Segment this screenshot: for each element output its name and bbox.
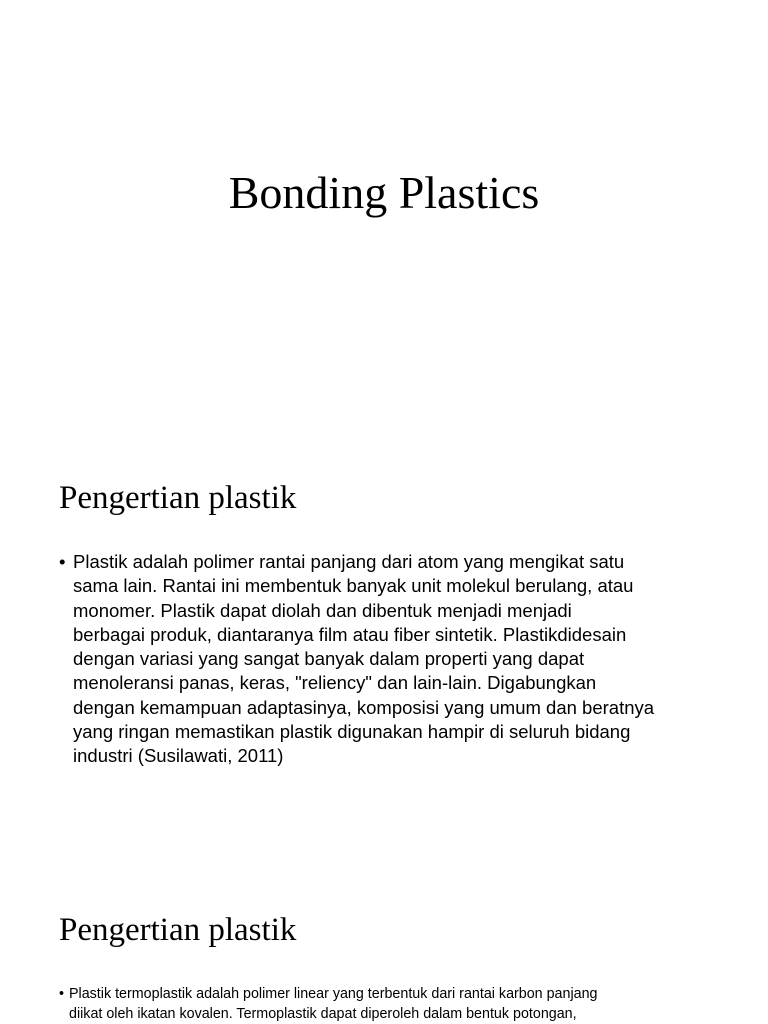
slide-title [0,0,768,432]
text-line: diikat oleh ikatan kovalen. Termoplastik dapat diperoleh dalam bentuk potongan, [69,1006,577,1022]
text-line: sama lain. Rantai ini membentuk banyak unit molekul berulang, atau [73,575,634,597]
text-line: Plastik adalah polimer rantai panjang dari atom yang mengikat satu [73,551,625,572]
text-line: dengan kemampuan adaptasinya, komposisi yang umum dan beratnya [73,696,655,718]
slide-title-text: Bonding Plastics [228,167,540,218]
slide-heading: Pengertian plastik [59,912,297,948]
slide-pengertian-2 [0,864,768,1024]
text-line: berbagai produk, diantaranya film atau fiber sintetik. Plastikdidesain [73,623,627,645]
text-line: menoleransi panas, keras, "reliency" dan lain-lain. Digabungkan [73,672,597,694]
bullet-dot: • [59,986,65,1002]
bullet-paragraph [59,984,719,1024]
text-line: dengan variasi yang sangat banyak dalam properti yang dapat [73,648,585,670]
text-line: monomer. Plastik dapat diolah dan dibentuk menjadi menjadi [73,599,572,621]
slide-heading: Pengertian plastik [59,480,297,516]
text-line: Plastik termoplastik adalah polimer linear yang terbentuk dari rantai karbon panjang [69,986,598,1002]
slide-pengertian-1 [0,432,768,864]
bullet-paragraph [59,550,719,769]
text-line: yang ringan memastikan plastik digunakan hampir di seluruh bidang [73,721,631,743]
text-line: industri (Susilawati, 2011) [73,745,284,767]
bullet-dot: • [59,551,66,572]
